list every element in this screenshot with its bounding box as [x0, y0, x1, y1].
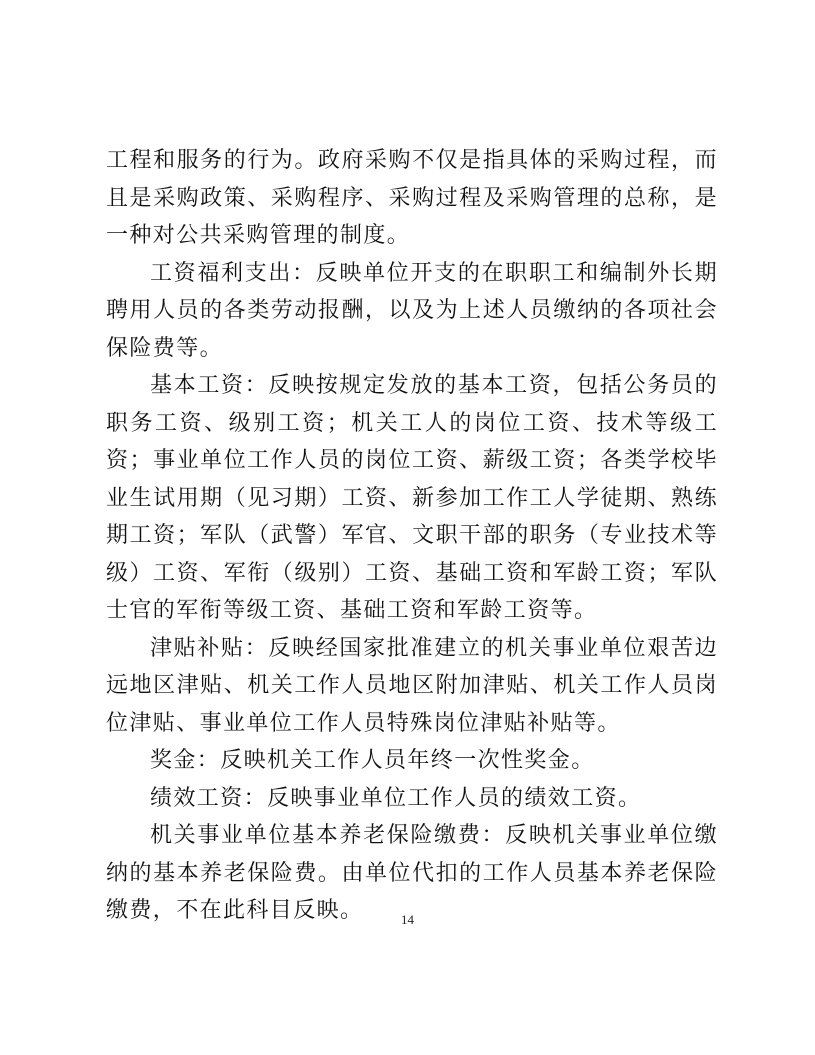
paragraph-procurement-definition: 工程和服务的行为。政府采购不仅是指具体的采购过程，而且是采购政策、采购程序、采购过程及采购管理的总称，是一种对公共采购管理的制度。 — [106, 148, 718, 248]
paragraph-bonus: 奖金：反映机关工作人员年终一次性奖金。 — [150, 748, 595, 773]
page-number: 14 — [401, 912, 414, 927]
paragraph-pension-insurance: 机关事业单位基本养老保险缴费：反映机关事业单位缴纳的基本养老保险费。由单位代扣的工作人员基本养老保险缴费，不在此科目反映。 — [106, 823, 718, 923]
paragraph-wages-welfare: 工资福利支出：反映单位开支的在职职工和编制外长期聘用人员的各类劳动报酬，以及为上述人员缴纳的各项社会保险费等。 — [106, 260, 718, 361]
paragraph-allowances: 津贴补贴：反映经国家批准建立的机关事业单位艰苦边远地区津贴、机关工作人员地区附加津贴、机关工作人员岗位津贴、事业单位工作人员特殊岗位津贴补贴等。 — [106, 635, 718, 736]
paragraph-performance-pay: 绩效工资：反映事业单位工作人员的绩效工资。 — [150, 785, 642, 811]
paragraph-basic-salary: 基本工资：反映按规定发放的基本工资，包括公务员的职务工资、级别工资；机关工人的岗位工资、技术等级工资；事业单位工作人员的岗位工资、薪级工资；各类学校毕业生试用期（见习期）工资、新参加工作工人学徒期、熟练期工资；军队（武警）军官、文职干部的职务（专业技术等级）工资、军衔（级别）工资、基础工资和军龄工资；军队士官的军衔等级工资、基础工资和军龄工资等。 — [106, 373, 718, 623]
document-body — [106, 142, 718, 930]
